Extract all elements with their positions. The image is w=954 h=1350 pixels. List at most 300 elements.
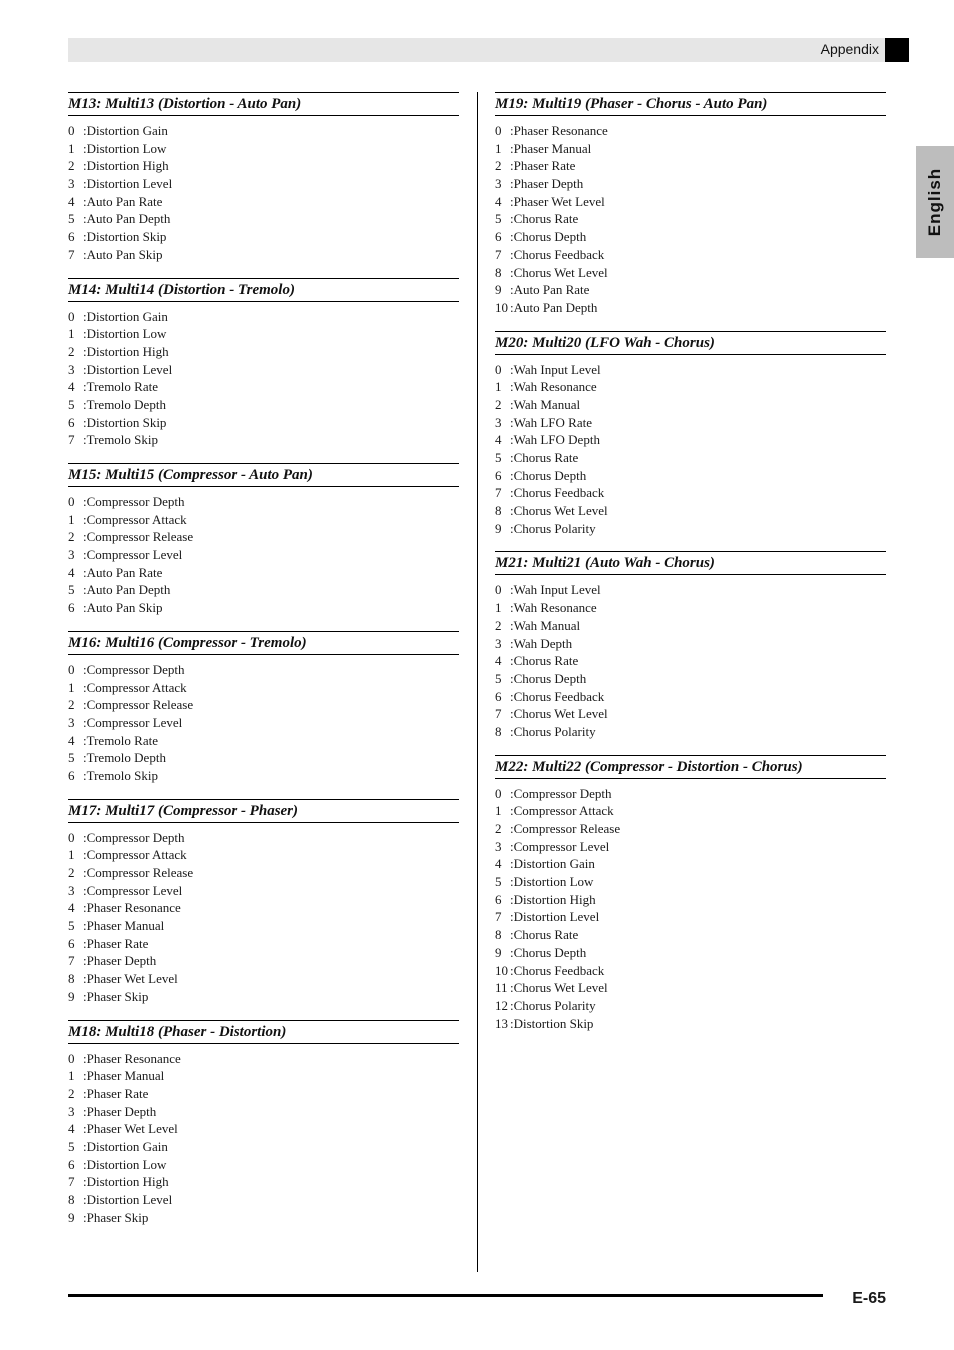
parameter-number: 2: [68, 158, 75, 174]
parameter-label: :Phaser Manual: [83, 1068, 165, 1084]
parameter-item: [495, 962, 886, 980]
parameter-item: [495, 873, 886, 891]
parameter-item: [68, 246, 459, 264]
parameter-number: 2: [68, 1085, 75, 1101]
parameter-number: 3: [68, 714, 75, 730]
right-column: [495, 92, 886, 1046]
parameter-number: 5: [68, 1138, 75, 1154]
parameter-label: :Auto Pan Rate: [83, 193, 163, 209]
parameter-item: [68, 325, 459, 343]
parameter-item: [68, 829, 459, 847]
parameter-number: 10: [495, 962, 508, 978]
parameter-number: 6: [495, 891, 502, 907]
effect-section: [68, 1020, 459, 1227]
parameter-number: 9: [68, 1209, 75, 1225]
parameter-item: [68, 679, 459, 697]
parameter-label: :Phaser Resonance: [83, 1050, 181, 1066]
parameter-item: [68, 396, 459, 414]
parameter-number: 5: [68, 211, 75, 227]
parameter-item: [495, 264, 886, 282]
parameter-label: :Chorus Polarity: [510, 723, 596, 739]
parameter-label: :Compressor Level: [83, 714, 183, 730]
parameter-item: [68, 378, 459, 396]
effect-section: [68, 799, 459, 1006]
parameter-label: :Compressor Depth: [510, 785, 612, 801]
parameter-label: :Compressor Level: [510, 838, 610, 854]
parameter-label: :Tremolo Depth: [83, 750, 166, 766]
parameter-number: 4: [68, 379, 75, 395]
parameter-item: [68, 493, 459, 511]
parameter-item: [68, 210, 459, 228]
parameter-label: :Phaser Depth: [83, 953, 157, 969]
parameter-list: [68, 493, 459, 617]
parameter-number: 1: [68, 1068, 75, 1084]
parameter-number: 8: [495, 927, 502, 943]
parameter-item: [495, 281, 886, 299]
parameter-item: [68, 1050, 459, 1068]
section-title: M15: Multi15 (Compressor - Auto Pan): [68, 463, 459, 487]
parameter-label: :Distortion High: [510, 891, 596, 907]
parameter-item: [68, 1138, 459, 1156]
parameter-number: 2: [495, 821, 502, 836]
parameter-number: 1: [68, 140, 75, 156]
parameter-number: 7: [495, 485, 502, 501]
parameter-label: :Phaser Skip: [83, 1209, 149, 1225]
parameter-label: :Auto Pan Skip: [83, 600, 163, 616]
parameter-item: [68, 122, 459, 140]
parameter-label: :Phaser Skip: [83, 988, 149, 1004]
parameter-number: 3: [495, 414, 502, 430]
parameter-number: 1: [495, 140, 502, 156]
parameter-label: :Distortion Gain: [83, 123, 168, 138]
parameter-label: :Tremolo Skip: [83, 432, 159, 448]
parameter-label: :Distortion High: [83, 343, 169, 359]
parameter-number: 5: [495, 450, 502, 465]
parameter-label: :Compressor Release: [83, 865, 194, 880]
parameter-label: :Phaser Manual: [83, 918, 165, 934]
parameter-number: 6: [68, 600, 75, 616]
parameter-number: 6: [68, 767, 75, 783]
parameter-number: 2: [495, 617, 502, 633]
parameter-item: [495, 122, 886, 140]
parameter-label: :Phaser Wet Level: [83, 971, 178, 987]
parameter-item: [68, 899, 459, 917]
parameter-item: [68, 882, 459, 900]
parameter-list: [495, 122, 886, 317]
parameter-number: 0: [495, 361, 502, 377]
parameter-item: [495, 299, 886, 317]
parameter-label: :Chorus Feedback: [510, 485, 605, 501]
parameter-label: :Tremolo Rate: [83, 732, 158, 748]
parameter-item: [68, 511, 459, 529]
parameter-label: :Phaser Depth: [510, 176, 584, 192]
parameter-number: 3: [68, 176, 75, 192]
parameter-item: [495, 785, 886, 803]
parameter-item: [68, 308, 459, 326]
parameter-label: :Wah LFO Rate: [510, 414, 592, 430]
section-title: M17: Multi17 (Compressor - Phaser): [68, 799, 459, 823]
parameter-item: [68, 361, 459, 379]
effect-section: [68, 631, 459, 785]
parameter-item: [495, 705, 886, 723]
parameter-item: [68, 1173, 459, 1191]
parameter-number: 7: [495, 706, 502, 722]
parameter-label: :Chorus Wet Level: [510, 706, 608, 722]
parameter-item: [68, 1067, 459, 1085]
parameter-label: :Chorus Feedback: [510, 246, 605, 262]
parameter-label: :Compressor Level: [83, 882, 183, 898]
parameter-item: [68, 732, 459, 750]
effect-section: [495, 331, 886, 538]
parameter-number: 4: [68, 900, 75, 916]
parameter-number: 0: [68, 123, 75, 138]
parameter-number: 0: [68, 829, 75, 845]
parameter-item: [68, 193, 459, 211]
parameter-number: 9: [495, 282, 502, 298]
parameter-list: [495, 785, 886, 1033]
parameter-label: :Phaser Manual: [510, 140, 592, 156]
parameter-number: 4: [68, 564, 75, 580]
section-title: M18: Multi18 (Phaser - Distortion): [68, 1020, 459, 1044]
parameter-label: :Distortion Level: [83, 176, 173, 192]
parameter-item: [68, 749, 459, 767]
parameter-label: :Wah Input Level: [510, 361, 601, 377]
parameter-label: :Auto Pan Depth: [510, 299, 598, 315]
parameter-number: 0: [68, 494, 75, 509]
parameter-number: 5: [495, 874, 502, 890]
parameter-label: :Chorus Feedback: [510, 962, 605, 978]
parameter-number: 3: [68, 882, 75, 898]
parameter-number: 6: [495, 229, 502, 245]
parameter-label: :Compressor Attack: [83, 847, 187, 863]
section-title: M22: Multi22 (Compressor - Distortion - Chorus): [495, 755, 886, 779]
parameter-label: :Tremolo Rate: [83, 379, 158, 395]
parameter-number: 4: [68, 193, 75, 209]
parameter-item: [495, 617, 886, 635]
parameter-label: :Wah Resonance: [510, 379, 597, 395]
parameter-number: 7: [68, 432, 75, 448]
page-number: E-65: [852, 1290, 886, 1307]
parameter-item: [495, 908, 886, 926]
parameter-number: 3: [495, 635, 502, 651]
parameter-item: [495, 431, 886, 449]
parameter-label: :Compressor Attack: [83, 679, 187, 695]
parameter-number: 10: [495, 299, 508, 315]
parameter-number: 6: [68, 229, 75, 245]
parameter-item: [495, 484, 886, 502]
parameter-number: 2: [495, 396, 502, 412]
parameter-item: [495, 246, 886, 264]
parameter-item: [495, 520, 886, 538]
parameter-number: 4: [68, 1121, 75, 1137]
parameter-item: [495, 802, 886, 820]
parameter-label: :Phaser Depth: [83, 1103, 157, 1119]
parameter-label: :Auto Pan Depth: [83, 582, 171, 598]
left-column: [68, 92, 459, 1240]
parameter-item: [495, 175, 886, 193]
parameter-number: 1: [495, 379, 502, 395]
parameter-number: 7: [495, 246, 502, 262]
parameter-item: [68, 1085, 459, 1103]
parameter-item: [495, 944, 886, 962]
parameter-item: [68, 714, 459, 732]
parameter-number: 1: [495, 600, 502, 616]
parameter-number: 7: [68, 953, 75, 969]
parameter-label: :Phaser Rate: [83, 935, 149, 951]
parameter-label: :Chorus Wet Level: [510, 264, 608, 280]
parameter-item: [68, 157, 459, 175]
parameter-number: 0: [495, 785, 502, 801]
parameter-number: 2: [68, 343, 75, 359]
parameter-label: :Chorus Depth: [510, 467, 587, 483]
parameter-label: :Auto Pan Depth: [83, 211, 171, 227]
parameter-label: :Tremolo Skip: [83, 767, 159, 783]
parameter-number: 3: [68, 361, 75, 377]
parameter-label: :Distortion Gain: [510, 856, 595, 872]
parameter-item: [68, 1156, 459, 1174]
parameter-label: :Chorus Polarity: [510, 520, 596, 536]
parameter-item: [68, 599, 459, 617]
parameter-label: :Distortion High: [83, 158, 169, 174]
parameter-item: [495, 688, 886, 706]
language-tab-label: English: [925, 167, 944, 237]
parameter-item: [495, 157, 886, 175]
parameter-label: :Chorus Rate: [510, 927, 579, 943]
parameter-label: :Chorus Wet Level: [510, 980, 608, 996]
parameter-number: 8: [495, 723, 502, 739]
parameter-item: [68, 1209, 459, 1227]
parameter-number: 9: [495, 944, 502, 960]
parameter-number: 6: [495, 688, 502, 704]
parameter-label: :Chorus Rate: [510, 450, 579, 465]
parameter-item: [495, 670, 886, 688]
effect-section: [68, 278, 459, 450]
parameter-label: :Tremolo Depth: [83, 396, 166, 412]
parameter-number: 5: [68, 396, 75, 412]
parameter-label: :Chorus Depth: [510, 944, 587, 960]
parameter-number: 9: [495, 520, 502, 536]
parameter-number: 1: [68, 847, 75, 863]
parameter-label: :Compressor Depth: [83, 494, 185, 509]
parameter-item: [68, 546, 459, 564]
parameter-number: 8: [68, 1192, 75, 1207]
parameter-label: :Distortion Gain: [83, 308, 168, 324]
parameter-number: 4: [68, 732, 75, 748]
parameter-number: 13: [495, 1015, 508, 1031]
parameter-number: 6: [68, 935, 75, 951]
parameter-number: 4: [495, 653, 502, 669]
parameter-number: 5: [68, 582, 75, 598]
parameter-label: :Distortion Low: [83, 140, 167, 156]
section-title: M16: Multi16 (Compressor - Tremolo): [68, 631, 459, 655]
parameter-label: :Distortion Level: [510, 909, 600, 925]
parameter-item: [68, 767, 459, 785]
parameter-number: 2: [68, 697, 75, 713]
parameter-list: [68, 122, 459, 264]
parameter-label: :Chorus Feedback: [510, 688, 605, 704]
parameter-number: 3: [495, 838, 502, 854]
parameter-item: [495, 502, 886, 520]
parameter-number: 2: [495, 158, 502, 174]
parameter-item: [68, 952, 459, 970]
parameter-list: [68, 1050, 459, 1227]
parameter-number: 8: [68, 971, 75, 987]
parameter-label: :Distortion Level: [83, 361, 173, 377]
parameter-label: :Compressor Depth: [83, 661, 185, 677]
parameter-label: :Auto Pan Rate: [83, 564, 163, 580]
parameter-item: [68, 564, 459, 582]
parameter-label: :Distortion Low: [83, 326, 167, 342]
parameter-number: 0: [495, 582, 502, 598]
parameter-item: [495, 361, 886, 379]
parameter-item: [68, 1103, 459, 1121]
parameter-label: :Chorus Rate: [510, 653, 579, 669]
parameter-label: :Phaser Resonance: [510, 123, 608, 138]
parameter-label: :Phaser Wet Level: [510, 193, 605, 209]
parameter-list: [68, 829, 459, 1006]
parameter-number: 1: [68, 511, 75, 527]
column-divider: [477, 92, 478, 1272]
parameter-label: :Distortion Skip: [83, 229, 167, 245]
parameter-label: :Wah Depth: [510, 635, 573, 651]
parameter-number: 0: [495, 123, 502, 138]
parameter-number: 2: [68, 529, 75, 545]
parameter-item: [495, 449, 886, 467]
parameter-number: 3: [68, 547, 75, 563]
section-title: M21: Multi21 (Auto Wah - Chorus): [495, 551, 886, 575]
parameter-number: 5: [68, 918, 75, 934]
parameter-item: [495, 396, 886, 414]
parameter-label: :Compressor Attack: [83, 511, 187, 527]
parameter-item: [68, 228, 459, 246]
parameter-number: 6: [495, 467, 502, 483]
parameter-list: [68, 661, 459, 785]
parameter-item: [495, 1015, 886, 1033]
parameter-number: 11: [495, 980, 508, 996]
parameter-item: [68, 917, 459, 935]
parameter-number: 7: [68, 1174, 75, 1190]
parameter-item: [495, 378, 886, 396]
section-label: Appendix: [820, 41, 879, 57]
parameter-label: :Chorus Wet Level: [510, 503, 608, 519]
parameter-number: 4: [495, 432, 502, 448]
parameter-item: [495, 140, 886, 158]
parameter-label: :Wah Input Level: [510, 582, 601, 598]
parameter-item: [495, 855, 886, 873]
parameter-item: [68, 528, 459, 546]
parameter-number: 1: [68, 679, 75, 695]
parameter-number: 7: [68, 246, 75, 262]
parameter-label: :Distortion Level: [83, 1192, 173, 1207]
parameter-label: :Chorus Depth: [510, 670, 587, 686]
parameter-list: [495, 361, 886, 538]
parameter-item: [495, 581, 886, 599]
parameter-item: [495, 635, 886, 653]
parameter-item: [68, 696, 459, 714]
parameter-item: [68, 431, 459, 449]
parameter-label: :Compressor Attack: [510, 803, 614, 819]
parameter-number: 9: [68, 988, 75, 1004]
parameter-item: [68, 414, 459, 432]
footer-rule: [68, 1294, 823, 1297]
effect-section: [68, 463, 459, 617]
parameter-label: :Distortion Low: [83, 1156, 167, 1172]
section-title: M13: Multi13 (Distortion - Auto Pan): [68, 92, 459, 116]
language-tab: [916, 146, 954, 258]
parameter-label: :Chorus Rate: [510, 211, 579, 227]
parameter-item: [68, 846, 459, 864]
parameter-label: :Phaser Resonance: [83, 900, 181, 916]
section-title: M20: Multi20 (LFO Wah - Chorus): [495, 331, 886, 355]
effect-section: [495, 92, 886, 317]
parameter-number: 5: [495, 211, 502, 227]
section-title: M14: Multi14 (Distortion - Tremolo): [68, 278, 459, 302]
parameter-label: :Distortion Skip: [510, 1015, 594, 1031]
parameter-item: [495, 414, 886, 432]
parameter-label: :Wah Resonance: [510, 600, 597, 616]
header-bar: [68, 38, 885, 62]
parameter-number: 3: [68, 1103, 75, 1119]
parameter-item: [495, 997, 886, 1015]
parameter-label: :Compressor Level: [83, 547, 183, 563]
parameter-item: [495, 467, 886, 485]
effect-section: [495, 551, 886, 740]
parameter-number: 1: [68, 326, 75, 342]
parameter-number: 0: [68, 661, 75, 677]
parameter-label: :Wah Manual: [510, 396, 581, 412]
parameter-label: :Chorus Depth: [510, 229, 587, 245]
parameter-number: 5: [68, 750, 75, 766]
section-title: M19: Multi19 (Phaser - Chorus - Auto Pan): [495, 92, 886, 116]
parameter-number: 0: [68, 1050, 75, 1066]
parameter-number: 1: [495, 803, 502, 819]
parameter-item: [68, 970, 459, 988]
parameter-item: [68, 661, 459, 679]
parameter-item: [68, 864, 459, 882]
parameter-number: 8: [495, 264, 502, 280]
parameter-list: [68, 308, 459, 450]
parameter-label: :Distortion Gain: [83, 1138, 168, 1154]
parameter-item: [68, 935, 459, 953]
parameter-label: :Compressor Release: [510, 821, 621, 836]
parameter-label: :Distortion Low: [510, 874, 594, 890]
parameter-label: :Compressor Release: [83, 529, 194, 545]
parameter-item: [68, 1191, 459, 1209]
parameter-label: :Phaser Rate: [83, 1085, 149, 1101]
parameter-item: [495, 652, 886, 670]
parameter-number: 0: [68, 308, 75, 324]
parameter-label: :Chorus Polarity: [510, 997, 596, 1013]
parameter-item: [495, 193, 886, 211]
parameter-number: 5: [495, 670, 502, 686]
parameter-label: :Auto Pan Rate: [510, 282, 590, 298]
header-marker-block: [885, 38, 909, 62]
parameter-item: [68, 581, 459, 599]
parameter-label: :Compressor Depth: [83, 829, 185, 845]
parameter-item: [68, 988, 459, 1006]
parameter-label: :Distortion Skip: [83, 414, 167, 430]
parameter-label: :Phaser Rate: [510, 158, 576, 174]
parameter-item: [495, 228, 886, 246]
parameter-label: :Wah LFO Depth: [510, 432, 600, 448]
effect-section: [495, 755, 886, 1033]
parameter-number: 2: [68, 865, 75, 880]
parameter-item: [495, 838, 886, 856]
parameter-label: :Phaser Wet Level: [83, 1121, 178, 1137]
parameter-item: [495, 820, 886, 838]
parameter-number: 4: [495, 193, 502, 209]
parameter-item: [495, 979, 886, 997]
